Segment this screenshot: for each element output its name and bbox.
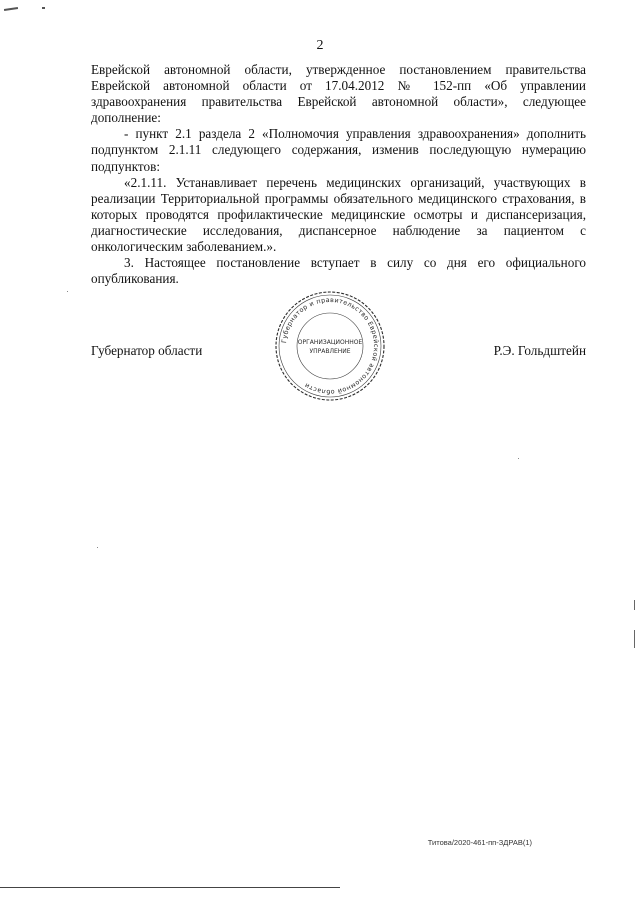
signatory-name: Р.Э. Гольдштейн [493, 343, 586, 358]
scan-artifact [4, 7, 18, 11]
paragraph: Еврейской автономной области, утвержденное постановлением правительства Еврейской автономной области от 17.04.2012 № 152-пп «Об управлении здравоохранения правительства Еврейской автономной области», следующее дополнение: [91, 62, 586, 126]
svg-text:Губернатор и правительство Евр: Губернатор и правительство Еврейской автономной области [280, 295, 381, 397]
scan-speck [97, 547, 98, 548]
document-body [91, 62, 586, 287]
scan-speck [67, 291, 68, 292]
paragraph: «2.1.11. Устанавливает перечень медицинских организаций, участвующих в реализации Территориальной программы обязательного медицинского страхования, в которых проводятся профилактические медицинские осмотры и диспансеризация, диагностические исследования, диспансерное наблюдение за пациентом с онкологическим заболеванием.». [91, 174, 586, 255]
paragraph: - пункт 2.1 раздела 2 «Полномочия управления здравоохранения» дополнить подпунктом 2.1.11 следующего содержания, изменив последующую нумерацию подпунктов: [91, 126, 586, 174]
scan-artifact [634, 630, 635, 648]
svg-text:ОРГАНИЗАЦИОННОЕ: ОРГАНИЗАЦИОННОЕ [297, 339, 363, 346]
signatory-position: Губернатор области [91, 343, 203, 358]
footer-divider [0, 887, 340, 888]
paragraph: 3. Настоящее постановление вступает в силу со дня его официального опубликования. [91, 255, 586, 287]
scan-artifact [42, 7, 45, 9]
signature-block [91, 343, 586, 361]
scan-speck [518, 458, 519, 459]
page-number: 2 [316, 38, 324, 53]
scan-artifact [634, 600, 635, 610]
document-code: Титова/2020-461-пп-ЗДРАВ(1) [427, 838, 532, 847]
svg-text:УПРАВЛЕНИЕ: УПРАВЛЕНИЕ [309, 348, 351, 355]
